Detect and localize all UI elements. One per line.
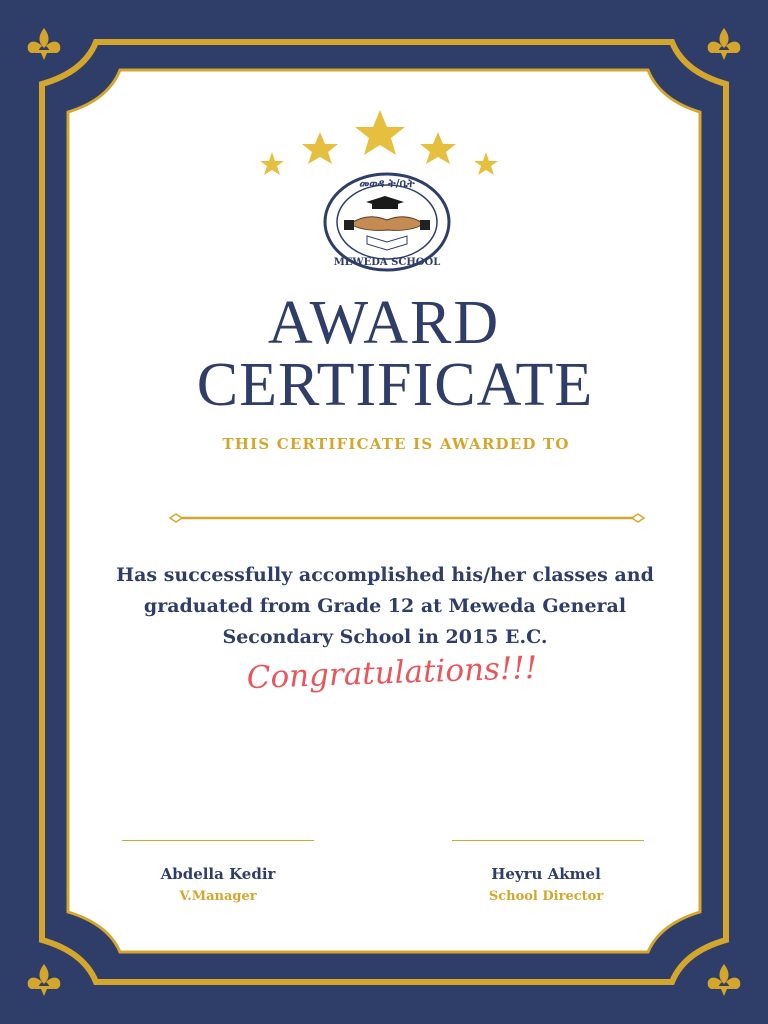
congratulations-text: Congratulations!!! [246, 649, 538, 697]
star-icon [260, 152, 284, 175]
logo-top-text: መወዳ ት/ቤት [359, 177, 415, 190]
certificate-title-line2: CERTIFICATE [196, 351, 594, 419]
signature-name: Abdella Kedir [160, 865, 276, 883]
school-logo [322, 172, 452, 272]
star-icon [355, 110, 405, 155]
certificate-body: Has successfully accomplished his/her classes and graduated from Grade 12 at Meweda General Secondary School in 2015 E.C. [116, 564, 654, 648]
signature-line-left [122, 840, 314, 841]
star-icon [302, 132, 338, 164]
star-icon [420, 132, 456, 164]
certificate-subtitle: THIS CERTIFICATE IS AWARDED TO [222, 435, 570, 453]
star-icon [474, 152, 498, 175]
recipient-name-line [168, 510, 646, 526]
signature-role: V.Manager [179, 889, 257, 904]
signature-role: School Director [488, 889, 604, 904]
signature-line-right [452, 840, 644, 841]
certificate-title-line1: AWARD [267, 289, 501, 357]
logo-bottom-text: MEWEDA SCHOOL [333, 257, 441, 268]
signature-name: Heyru Akmel [491, 865, 601, 883]
